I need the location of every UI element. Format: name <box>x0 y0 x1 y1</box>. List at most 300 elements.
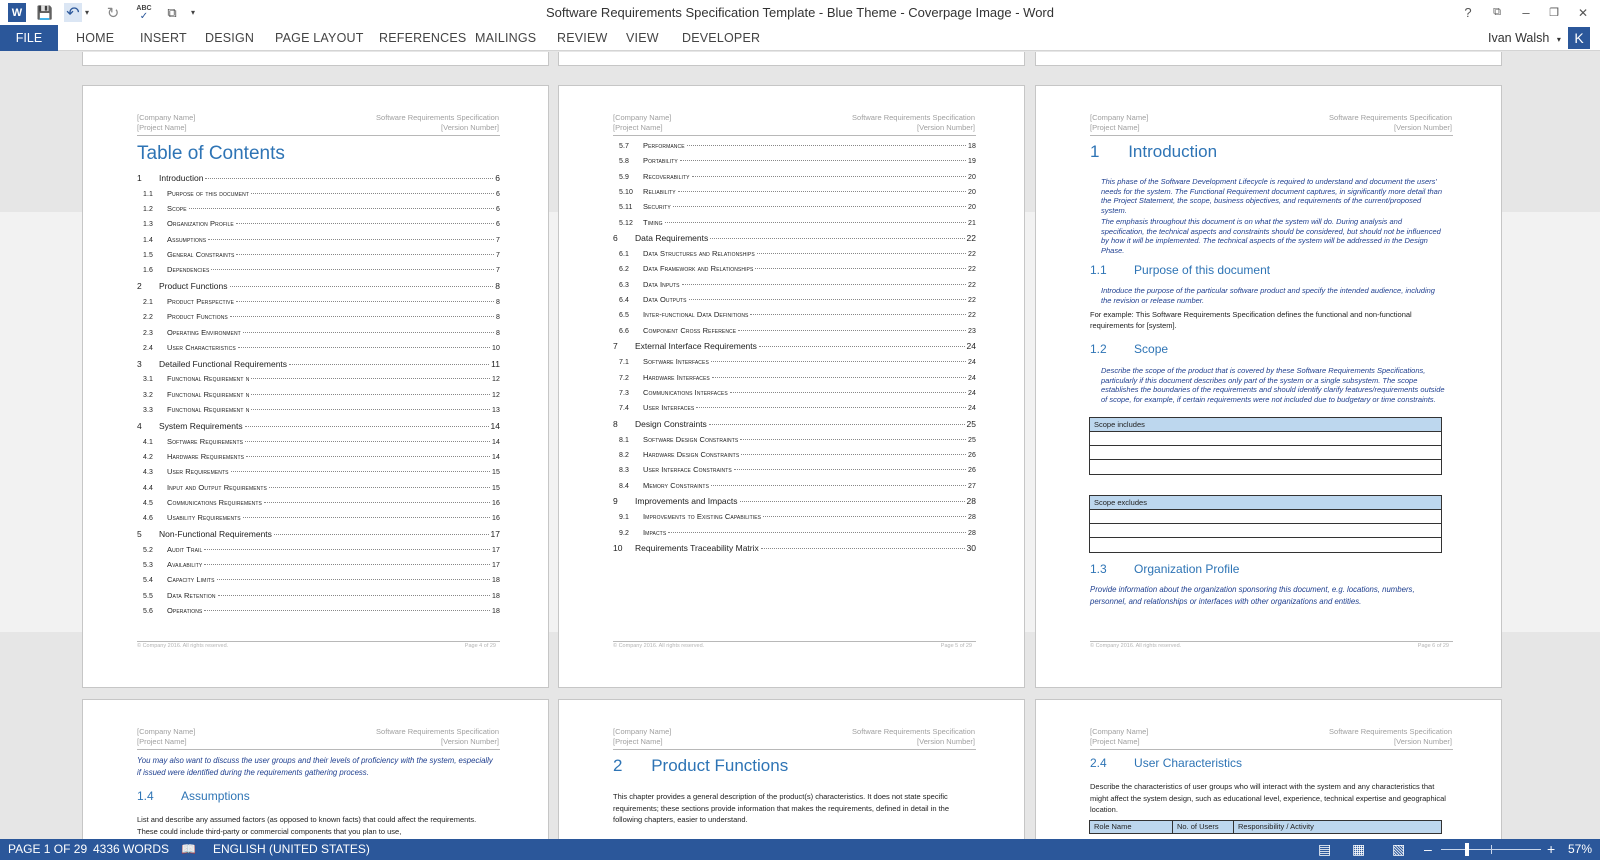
zoom-slider-center-mark <box>1491 845 1492 854</box>
toc-leader-dots <box>696 407 966 408</box>
help-icon[interactable]: ? <box>1464 5 1472 20</box>
tab-design[interactable]: DESIGN <box>205 31 255 45</box>
toc-entry-page: 22 <box>968 251 976 259</box>
minimize-icon[interactable]: – <box>1522 5 1530 20</box>
toc-entry-label: Hardware Interfaces <box>643 372 710 382</box>
toc-entry[interactable] <box>619 528 976 537</box>
tab-file[interactable]: FILE <box>0 25 58 51</box>
toc-entry-label: Data Inputs <box>643 279 680 289</box>
ribbon-tabs <box>0 25 1600 51</box>
toc-entry-number: 4.3 <box>143 469 154 477</box>
toc-leader-dots <box>741 454 966 455</box>
toc-entry-number: 5.7 <box>619 143 630 150</box>
toc-entry-number: 3.3 <box>143 407 154 414</box>
toc-entry[interactable] <box>143 452 500 461</box>
toc-entry-label: Requirements Traceability Matrix <box>635 543 759 554</box>
toc-entry[interactable] <box>619 388 976 397</box>
toc-entry[interactable] <box>143 390 500 399</box>
footer-copyright: © Company 2016. All rights reserved. <box>613 643 705 649</box>
toc-entry[interactable] <box>143 560 500 569</box>
toc-entry-label: Communications Requirements <box>167 497 262 507</box>
heading-number: 1.4 <box>137 789 154 803</box>
toc-entry-label: Improvements to Existing Capabilities <box>643 512 762 522</box>
header-rule <box>137 749 500 750</box>
toc-entry-label: Functional Requirement n <box>167 389 250 399</box>
toc-leader-dots <box>734 469 966 470</box>
toc-entry-page: 15 <box>492 484 500 492</box>
header-company: [Company Name] <box>1090 727 1149 736</box>
toc-entry-page: 28 <box>968 514 976 522</box>
toc-entry[interactable] <box>619 512 976 521</box>
header-company: [Company Name] <box>137 113 196 122</box>
toc-entry[interactable] <box>143 235 500 244</box>
toc-entry-number: 4.5 <box>143 499 154 507</box>
toc-entry[interactable] <box>143 265 500 274</box>
toc-leader-dots <box>761 548 965 549</box>
purpose-guidance: Introduce the purpose of the particular software product and specify the intended audience, including the revision or release number. <box>1101 286 1435 305</box>
toc-entry-number: 6.4 <box>619 297 630 304</box>
user-name[interactable] <box>1488 25 1561 51</box>
toc-entry-label: Communications Interfaces <box>643 387 728 397</box>
toc-entry[interactable] <box>143 498 500 507</box>
user-name-label: Ivan Walsh <box>1488 31 1550 45</box>
toc-entry[interactable] <box>619 481 976 490</box>
toc-entry[interactable] <box>619 141 976 150</box>
toc-entry-number: 6.3 <box>619 281 630 289</box>
toc-leader-dots <box>289 364 489 365</box>
heading-purpose <box>1090 263 1270 277</box>
undo-icon[interactable]: ↶ <box>64 3 82 22</box>
toc-entry-label: Scope <box>167 204 187 214</box>
toc-entry-page: 20 <box>968 188 976 196</box>
toc-leader-dots <box>246 456 490 457</box>
toc-entry-page: 27 <box>968 482 976 490</box>
column-header-responsibility: Responsibility / Activity <box>1238 822 1314 831</box>
toc-entry-number: 5.8 <box>619 158 630 166</box>
toc-entry[interactable] <box>143 606 500 615</box>
header-project: [Project Name] <box>1090 123 1140 132</box>
toc-entry[interactable] <box>137 173 500 183</box>
toc-entry-page: 10 <box>492 344 500 352</box>
web-layout-icon[interactable]: ▧ <box>1392 841 1406 857</box>
toc-leader-dots <box>208 239 494 240</box>
proofing-icon[interactable]: 📖 <box>181 842 196 856</box>
footer-page-number: Page 6 of 29 <box>1417 643 1449 649</box>
toc-entry-page: 18 <box>492 592 500 600</box>
toc-entry[interactable] <box>619 264 976 273</box>
toc-entry-number: 5.9 <box>619 173 630 181</box>
page-introduction[interactable] <box>1035 85 1502 688</box>
toc-entry[interactable] <box>143 312 500 321</box>
toc-entry-number: 8.2 <box>619 452 630 459</box>
page-prev-1 <box>82 52 549 66</box>
touch-mode-icon[interactable]: ⧉ <box>167 4 177 20</box>
toc-entry[interactable] <box>143 374 500 383</box>
toc-leader-dots <box>205 178 493 179</box>
header-company: [Company Name] <box>137 727 196 736</box>
toc-entry[interactable] <box>619 373 976 382</box>
toc-entry[interactable] <box>619 172 976 181</box>
heading-text: Scope <box>1134 342 1169 356</box>
toc-entry-label: Timing <box>643 217 663 227</box>
header-doc-title: Software Requirements Specification <box>852 727 975 736</box>
tab-home[interactable]: HOME <box>76 31 115 45</box>
scope-excludes-header: Scope excludes <box>1090 496 1441 510</box>
toc-entry-page: 19 <box>968 158 976 166</box>
table-row[interactable] <box>1090 510 1441 524</box>
toc-entry-page: 8 <box>495 281 500 292</box>
toc-entry-page: 26 <box>968 452 976 459</box>
toc-entry-page: 22 <box>968 297 976 304</box>
toc-leader-dots <box>269 487 490 488</box>
undo-dropdown-icon[interactable]: ▾ <box>84 8 89 17</box>
zoom-out-button[interactable]: – <box>1424 841 1432 857</box>
table-row[interactable] <box>1090 432 1441 446</box>
header-doc-title: Software Requirements Specification <box>376 113 499 122</box>
toc-entry[interactable] <box>137 421 500 431</box>
toc-entry-page: 22 <box>968 266 976 274</box>
toc-entry-number: 7.2 <box>619 374 630 382</box>
toc-entry[interactable] <box>137 281 500 291</box>
tab-review[interactable]: REVIEW <box>557 31 608 45</box>
toc-entry-number: 1.1 <box>143 190 154 198</box>
toc-entry[interactable] <box>143 343 500 352</box>
heading-number: 2.4 <box>1090 756 1107 770</box>
toc-entry[interactable] <box>613 543 976 553</box>
page-user-characteristics[interactable] <box>1035 699 1502 839</box>
table-row[interactable] <box>1090 446 1441 460</box>
scope-includes-table[interactable] <box>1089 417 1442 475</box>
toc-entry[interactable] <box>143 575 500 584</box>
toc-entry-label: Organization Profile <box>167 219 234 229</box>
toc-entry-page: 11 <box>491 358 500 369</box>
header-project: [Project Name] <box>613 123 663 132</box>
toc-entry-label: General Constraints <box>167 250 235 259</box>
toc-leader-dots <box>245 441 490 442</box>
avatar[interactable]: K <box>1568 27 1590 49</box>
toc-entry-label: Software Requirements <box>167 436 244 446</box>
print-layout-icon[interactable]: ▦ <box>1352 841 1366 857</box>
tab-developer[interactable]: DEVELOPER <box>682 31 761 45</box>
spelling-abc-label: ABC <box>136 4 152 12</box>
toc-entry-page: 7 <box>496 236 500 244</box>
toc-entry-label: User Characteristics <box>167 342 236 352</box>
toc-leader-dots <box>236 301 494 302</box>
toc-entry-label: User Interfaces <box>643 403 695 413</box>
heading-number: 1 <box>1090 142 1100 161</box>
toc-entry-label: Purpose of this document <box>167 188 249 198</box>
toc-entry-page: 24 <box>968 389 976 397</box>
toc-entry[interactable] <box>619 435 976 444</box>
user-groups-guidance: You may also want to discuss the user groups and their levels of proficiency with the system, especially if issued were identified during the requirements gathering process. <box>137 756 493 777</box>
toc-entry-page: 14 <box>492 438 500 446</box>
heading-number: 1.1 <box>1090 263 1107 277</box>
table-row[interactable] <box>1090 524 1441 538</box>
toc-entry[interactable] <box>137 359 500 369</box>
scope-guidance: Describe the scope of the product that is covered by these Software Requirements Specifications, particularly if this document describes only part of the system or a single subsystem. The scope establishes the boundaries of the requirements and should identify clarify features/requirements outside of scope, for example, if certain requirements were not included due to budgetary or time constraints. <box>1101 366 1445 404</box>
toc-entry[interactable] <box>143 250 500 259</box>
toc-entry-label: Usability Requirements <box>167 513 241 523</box>
header-version: [Version Number] <box>441 737 499 746</box>
close-icon[interactable]: ✕ <box>1577 5 1589 20</box>
toc-leader-dots <box>709 424 965 425</box>
toc-entry-number: 6.2 <box>619 266 630 274</box>
redo-icon[interactable]: ↻ <box>106 4 120 22</box>
toc-leader-dots <box>665 222 966 223</box>
toc-entry-number: 6.1 <box>619 251 630 259</box>
toc-entry-number: 1.5 <box>143 252 154 259</box>
customize-qat-icon[interactable]: ▾ <box>190 8 195 17</box>
toc-entry-label: Security <box>643 202 671 212</box>
toc-entry[interactable] <box>619 156 976 165</box>
toc-entry[interactable] <box>613 233 976 243</box>
heading-organization-profile <box>1090 562 1239 576</box>
toc-entry[interactable] <box>619 295 976 304</box>
heading-number: 1.3 <box>1090 562 1107 576</box>
toc-leader-dots <box>204 610 490 611</box>
toc-entry-page: 22 <box>968 281 976 289</box>
zoom-in-button[interactable]: + <box>1547 841 1556 857</box>
toc-entry-page: 7 <box>496 252 500 259</box>
toc-entry[interactable] <box>143 591 500 600</box>
toc-leader-dots <box>251 378 490 379</box>
toc-entry-number: 1 <box>137 173 142 183</box>
toc-entry-page: 30 <box>966 543 976 554</box>
toc-leader-dots <box>236 254 494 255</box>
toc-entry-label: Assumptions <box>167 234 207 244</box>
toc-entry-page: 22 <box>968 312 976 320</box>
toc-entry-label: Improvements and Impacts <box>635 496 738 507</box>
table-row[interactable] <box>1090 460 1441 474</box>
header-version: [Version Number] <box>917 737 975 746</box>
toc-entry-page: 8 <box>496 314 500 322</box>
toc-entry-page: 7 <box>496 267 500 275</box>
header-project: [Project Name] <box>613 737 663 746</box>
toc-leader-dots <box>245 426 489 427</box>
toc-entry-label: Detailed Functional Requirements <box>159 358 288 369</box>
toc-entry[interactable] <box>613 419 976 429</box>
heading-text: Organization Profile <box>1134 562 1240 576</box>
toc-leader-dots <box>668 532 966 533</box>
toc-entry-label: Operations <box>167 605 203 615</box>
status-bar <box>0 839 1600 860</box>
toc-leader-dots <box>711 485 966 486</box>
header-doc-title: Software Requirements Specification <box>852 113 975 122</box>
purpose-example: For example: This Software Requirements Specification defines the functional and non-functional requirements for [system]. <box>1090 310 1412 330</box>
toc-entry-page: 24 <box>966 341 976 352</box>
toc-entry-label: Recoverability <box>643 171 690 181</box>
toc-entry-label: Functional Requirement n <box>167 405 250 414</box>
toc-entry[interactable] <box>143 297 500 306</box>
page-product-functions[interactable] <box>558 699 1025 839</box>
toc-leader-dots <box>274 534 489 535</box>
heading-product-functions <box>613 756 788 776</box>
toc-entry-number: 4.1 <box>143 438 154 446</box>
toc-leader-dots <box>204 564 490 565</box>
toc-leader-dots <box>189 208 494 209</box>
toc-entry-number: 9.1 <box>619 514 630 522</box>
toc-entry[interactable] <box>143 328 500 337</box>
toc-entry-number: 3.2 <box>143 391 154 399</box>
footer-page-number: Page 5 of 29 <box>940 643 972 649</box>
ribbon-display-options-icon[interactable]: ⧉ <box>1493 6 1501 18</box>
toc-leader-dots <box>236 223 494 224</box>
header-company: [Company Name] <box>1090 113 1149 122</box>
toc-entry-label: Non-Functional Requirements <box>159 528 272 539</box>
toc-entry[interactable] <box>143 204 500 213</box>
toc-entry-number: 3 <box>137 358 142 369</box>
toc-entry-number: 6.6 <box>619 327 630 335</box>
toc-entry-label: Introduction <box>159 173 204 183</box>
tab-insert[interactable]: INSERT <box>140 31 187 45</box>
tab-mailings[interactable]: MAILINGS <box>475 31 537 45</box>
toc-entry-number: 5.2 <box>143 546 154 554</box>
toc-entry-number: 7.4 <box>619 405 630 413</box>
toc-leader-dots <box>750 314 966 315</box>
toc-entry-page: 24 <box>968 374 976 382</box>
toc-leader-dots <box>678 191 966 192</box>
heading-text: Assumptions <box>181 789 250 803</box>
toc-leader-dots <box>218 595 490 596</box>
tab-view[interactable]: VIEW <box>626 31 659 45</box>
page-toc-continued[interactable] <box>558 85 1025 688</box>
assumptions-body: List and describe any assumed factors (as opposed to known facts) that could affect the requirements. These could include third-party or commercial components that you plan to use, <box>137 815 477 836</box>
toc-entry-page: 6 <box>496 206 500 214</box>
toc-entry-label: Reliability <box>643 186 676 196</box>
document-workspace[interactable] <box>0 52 1600 839</box>
toc-entry-number: 1.2 <box>143 206 154 214</box>
heading-text: Introduction <box>1128 142 1218 161</box>
header-rule <box>613 749 976 750</box>
toc-entry-number: 2.2 <box>143 314 154 322</box>
toc-entry[interactable] <box>143 437 500 446</box>
toc-entry-number: 10 <box>613 543 623 554</box>
toc-entry-label: Hardware Requirements <box>167 451 245 461</box>
toc-entry-label: Software Interfaces <box>643 357 709 367</box>
toc-entry-page: 24 <box>968 405 976 413</box>
restore-icon[interactable]: ❐ <box>1549 7 1559 19</box>
toc-entry-number: 1.3 <box>143 221 154 229</box>
toc-leader-dots <box>755 268 966 269</box>
toc-entry-number: 3.1 <box>143 376 154 384</box>
header-project: [Project Name] <box>137 123 187 132</box>
toc-leader-dots <box>251 193 494 194</box>
word-count[interactable]: 4336 WORDS <box>93 842 170 856</box>
toc-entry[interactable] <box>143 405 500 414</box>
toc-entry-number: 2.4 <box>143 344 154 352</box>
toc-entry-page: 8 <box>496 329 500 337</box>
toc-entry-number: 4.6 <box>143 515 154 523</box>
page-count[interactable]: PAGE 1 OF 29 <box>8 842 88 856</box>
toc-entry-page: 17 <box>492 546 500 554</box>
toc-entry[interactable] <box>619 326 976 335</box>
toc-entry[interactable] <box>143 219 500 228</box>
toc-entry[interactable] <box>619 403 976 412</box>
toc-entry-number: 1.4 <box>143 236 154 244</box>
spelling-grammar-icon[interactable] <box>134 3 154 22</box>
read-mode-icon[interactable]: ▤ <box>1318 841 1332 857</box>
language-indicator[interactable]: ENGLISH (UNITED STATES) <box>213 842 370 856</box>
toc-leader-dots <box>231 471 490 472</box>
toc-entry[interactable] <box>143 189 500 198</box>
toc-entry[interactable] <box>143 467 500 476</box>
tab-references[interactable]: REFERENCES <box>379 31 467 45</box>
toc-entry-number: 8.3 <box>619 467 630 475</box>
toc-entry-label: Availability <box>167 560 203 569</box>
header-doc-title: Software Requirements Specification <box>1329 113 1452 122</box>
page-assumptions[interactable] <box>82 699 549 839</box>
scope-excludes-table[interactable] <box>1089 495 1442 553</box>
toc-entry[interactable] <box>619 218 976 227</box>
page-toc[interactable] <box>82 85 549 688</box>
toc-entry[interactable] <box>619 450 976 459</box>
toc-entry-label: Dependencies <box>167 265 210 275</box>
word-app-icon[interactable]: W <box>8 3 26 22</box>
toc-entry-number: 2.1 <box>143 298 154 306</box>
toc-entry[interactable] <box>619 465 976 474</box>
zoom-level[interactable]: 57% <box>1568 842 1593 856</box>
toc-entry-label: Performance <box>643 141 685 150</box>
toc-entry-number: 7 <box>613 341 618 352</box>
heading-user-characteristics <box>1090 756 1242 770</box>
toc-entry-label: External Interface Requirements <box>635 341 757 352</box>
toc-entry[interactable] <box>143 483 500 492</box>
zoom-slider-thumb[interactable] <box>1465 843 1469 856</box>
save-icon[interactable]: 💾 <box>36 4 54 20</box>
toc-entry-number: 4.2 <box>143 453 154 461</box>
toc-entry[interactable] <box>613 496 976 506</box>
toc-entry-number: 4 <box>137 420 142 431</box>
heading-text: Product Functions <box>651 756 789 775</box>
toc-entry-label: Data Retention <box>167 590 216 600</box>
header-doc-title: Software Requirements Specification <box>1329 727 1452 736</box>
toc-entry[interactable] <box>619 187 976 196</box>
toc-entry[interactable] <box>137 529 500 539</box>
toc-entry[interactable] <box>143 545 500 554</box>
toc-entry-label: Data Outputs <box>643 295 687 304</box>
header-rule <box>613 135 976 136</box>
toc-entry[interactable] <box>143 513 500 522</box>
toc-entry-page: 12 <box>492 376 500 384</box>
heading-assumptions <box>137 789 250 803</box>
toc-leader-dots <box>730 392 966 393</box>
user-characteristics-body: Describe the characteristics of user groups who will interact with the system and any characteristics that might affect the system design, such as educational level, experience, technical expertise and geographical location. <box>1090 782 1446 814</box>
toc-entry-page: 6 <box>496 221 500 229</box>
toc-entry-number: 5.5 <box>143 592 154 600</box>
tab-page-layout[interactable]: PAGE LAYOUT <box>275 31 364 45</box>
table-row[interactable] <box>1090 538 1441 552</box>
toc-entry-page: 13 <box>492 407 500 414</box>
heading-text: User Characteristics <box>1134 756 1243 770</box>
toc-entry-page: 23 <box>968 327 976 335</box>
header-company: [Company Name] <box>613 113 672 122</box>
toc-entry[interactable] <box>613 341 976 351</box>
toc-entry[interactable] <box>619 310 976 319</box>
toc-entry[interactable] <box>619 357 976 366</box>
toc-entry[interactable] <box>619 202 976 211</box>
user-roles-table-header[interactable] <box>1089 820 1442 834</box>
toc-entry-number: 7.3 <box>619 389 630 397</box>
toc-entry-number: 4.4 <box>143 484 154 492</box>
toc-entry-label: Software Design Constraints <box>643 434 739 444</box>
toc-leader-dots <box>243 517 490 518</box>
intro-paragraph-1: This phase of the Software Development Lifecycle is required to understand and document the users' needs for the system. The Functional Requirement document captures, in significantly more detail than the Project Statement, the scope, business objectives, and requirements of the current/proposed system. <box>1101 177 1443 215</box>
toc-entry[interactable] <box>619 249 976 258</box>
toc-entry-page: 28 <box>968 529 976 537</box>
toc-entry[interactable] <box>619 280 976 289</box>
header-company: [Company Name] <box>613 727 672 736</box>
heading-text: Purpose of this document <box>1134 263 1271 277</box>
